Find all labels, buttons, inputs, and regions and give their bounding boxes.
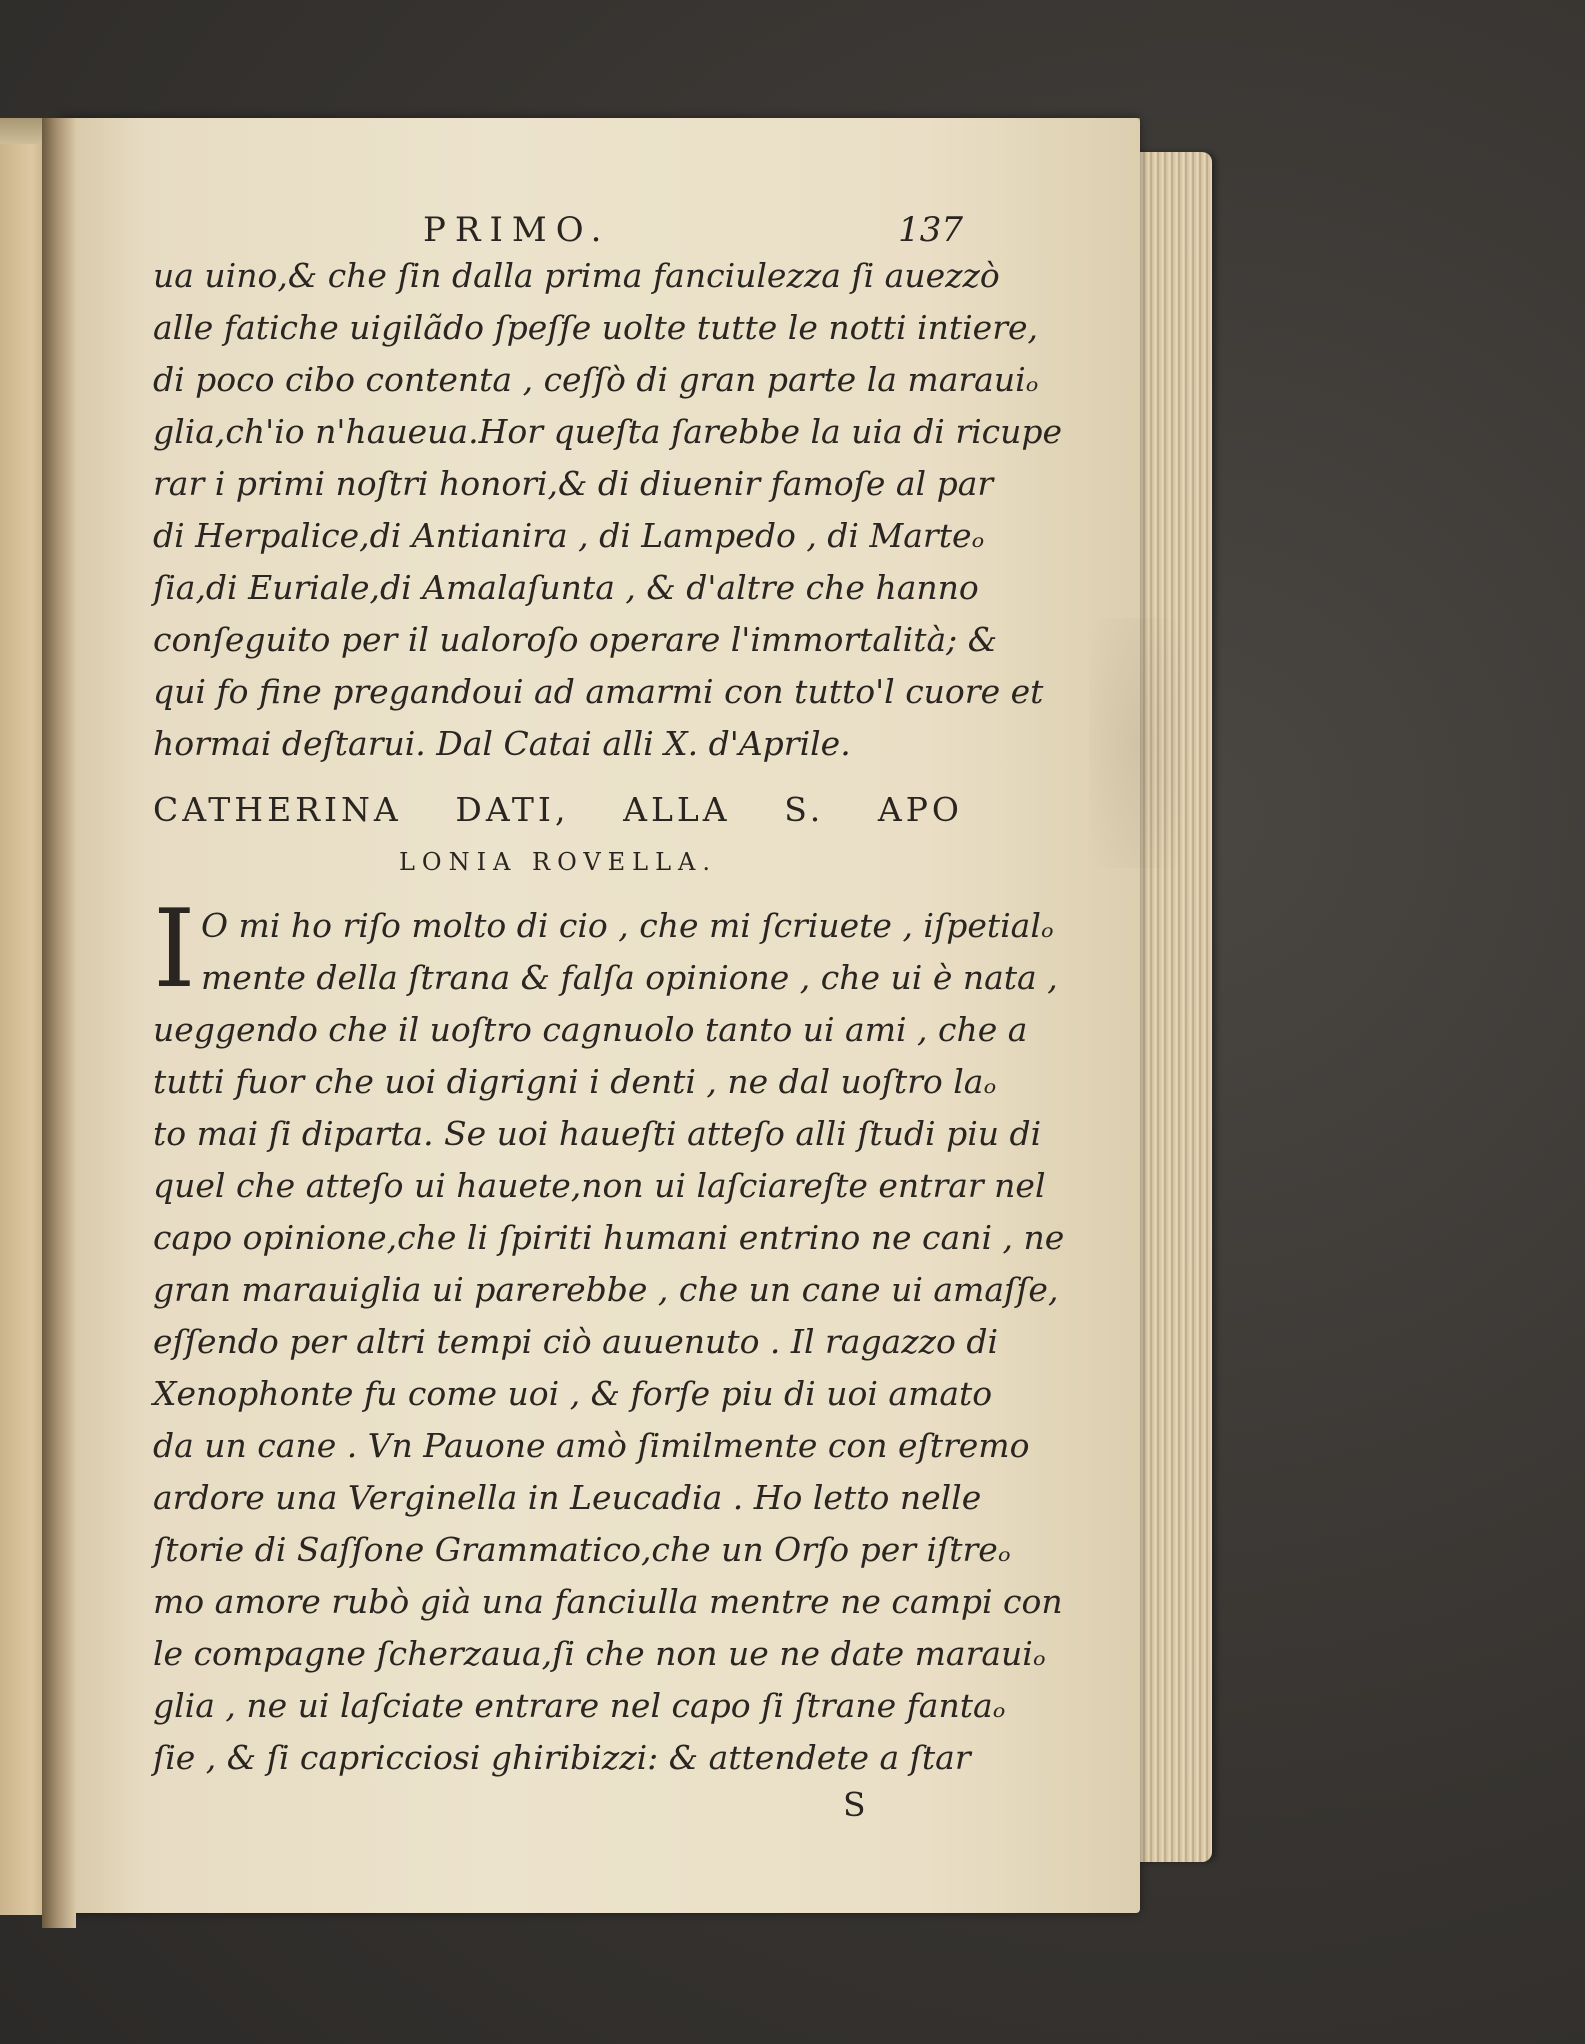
- letter-heading-continued: LONIA ROVELLA.: [398, 848, 718, 876]
- text-line: di poco cibo contenta , ceſſò di gran parte la marauiₒ: [153, 360, 1039, 399]
- text-line: to mai ſi diparta. Se uoi haueſti atteſo alli ſtudi piu di: [153, 1114, 1042, 1153]
- text-line: ſtorie di Saſſone Grammatico,che un Orſo per iſtreₒ: [153, 1530, 1011, 1569]
- text-line: di Herpalice,di Antianira , di Lampedo , di Marteₒ: [153, 516, 985, 555]
- text-line: ua uino,& che ſin dalla prima fanciulezza ſi auezzò: [153, 256, 1000, 295]
- text-line: ſie , & ſi capricciosi ghiribizzi: & attendete a ſtar: [153, 1738, 971, 1777]
- text-line: ardore una Verginella in Leucadia . Ho letto nelle: [153, 1478, 982, 1517]
- show-through-shadow: [1090, 618, 1180, 868]
- text-line: capo opinione,che li ſpiriti humani entrino ne cani , ne: [153, 1218, 1065, 1257]
- text-line: tutti fuor che uoi digrigni i denti , ne dal uoſtro laₒ: [153, 1062, 997, 1101]
- text-line: qui fo fine pregandoui ad amarmi con tutto'l cuore et: [153, 672, 1044, 711]
- text-line: quel che atteſo ui hauete,non ui laſciareſte entrar nel: [153, 1166, 1046, 1205]
- text-line: ueggendo che il uoſtro cagnuolo tanto ui ami , che a: [153, 1010, 1028, 1049]
- text-line: hormai deſtarui. Dal Catai alli X. d'Aprile.: [153, 724, 851, 763]
- text-line: conſeguito per il ualoroſo operare l'immortalità; &: [153, 620, 998, 659]
- text-line: mo amore rubò già una fanciulla mentre ne campi con: [153, 1582, 1063, 1621]
- running-title: PRIMO.: [423, 210, 611, 250]
- text-line: ſia,di Euriale,di Amalaſunta , & d'altre che hanno: [153, 568, 979, 607]
- letter-heading: CATHERINA DATI, ALLA S. APO: [153, 790, 963, 829]
- text-line: alle fatiche uigilãdo ſpeſſe uolte tutte le notti intiere,: [153, 308, 1038, 347]
- gutter: [42, 118, 76, 1928]
- text-line: le compagne ſcherzaua,ſi che non ue ne date marauiₒ: [153, 1634, 1046, 1673]
- text-line: glia , ne ui laſciate entrare nel capo ſi ſtrane fantaₒ: [153, 1686, 1006, 1725]
- text-line: da un cane . Vn Pauone amò ſimilmente con eſtremo: [153, 1426, 1030, 1465]
- text-line: gran marauiglia ui parerebbe , che un cane ui amaſſe,: [153, 1270, 1059, 1309]
- page-number: 137: [898, 210, 963, 250]
- signature-mark: S: [843, 1785, 866, 1824]
- drop-cap: I: [153, 887, 196, 1012]
- text-line: glia,ch'io n'haueua.Hor queſta ſarebbe la uia di ricupe: [153, 412, 1063, 451]
- text-line: rar i primi noſtri honori,& di diuenir famoſe al par: [153, 464, 994, 503]
- text-line: eſſendo per altri tempi ciò auuenuto . Il ragazzo di: [153, 1322, 999, 1361]
- page-stack-edge: [1132, 152, 1212, 1862]
- text-line: Xenophonte fu come uoi , & forſe piu di uoi amato: [153, 1374, 993, 1413]
- text-line: O mi ho riſo molto di cio , che mi ſcriuete , iſpetialₒ: [201, 906, 1054, 945]
- text-line: mente della ſtrana & falſa opinione , che ui è nata ,: [201, 958, 1058, 997]
